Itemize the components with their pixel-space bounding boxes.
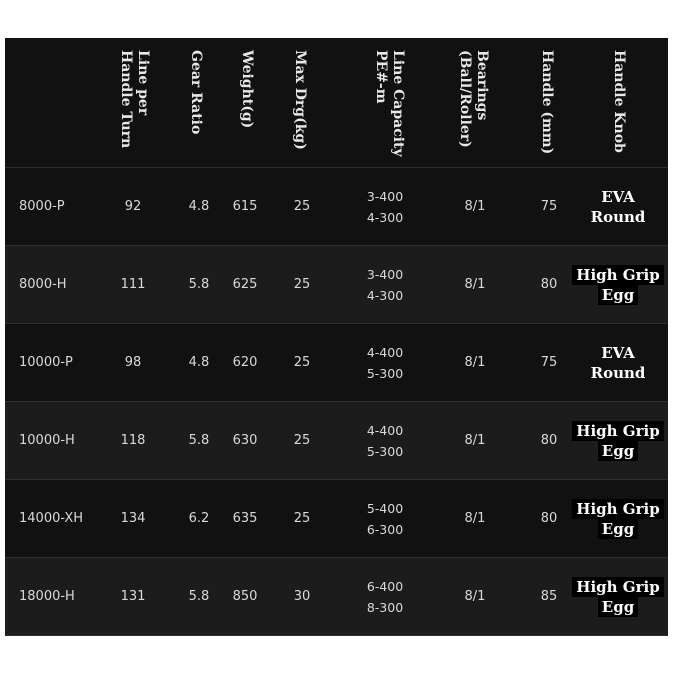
model-cell: 10000-H [19, 433, 75, 448]
handle-cell: 85 [540, 589, 558, 604]
bearings-cell: 8/1 [464, 433, 486, 448]
line-per-turn-cell: 92 [124, 199, 142, 214]
table-row [5, 558, 668, 636]
gear-ratio-cell: 4.8 [188, 199, 210, 214]
bearings-cell: 8/1 [464, 277, 486, 292]
bearings-cell: 8/1 [464, 355, 486, 370]
handle-knob-cell: EVA Round [590, 187, 646, 226]
table-row [5, 168, 668, 246]
handle-cell: 75 [540, 199, 558, 214]
table-header [5, 38, 668, 168]
line-capacity-cell: 4-400 5-300 [366, 344, 404, 381]
handle-knob-cell: High Grip Egg [570, 480, 666, 557]
model-cell: 8000-H [19, 277, 67, 292]
header-handle-knob: Handle Knob [611, 50, 627, 153]
line-per-turn-cell: 118 [120, 433, 146, 448]
line-capacity-cell: 3-400 4-300 [366, 266, 404, 303]
gear-ratio-cell: 5.8 [188, 433, 210, 448]
model-cell: 18000-H [19, 589, 75, 604]
table-row [5, 246, 668, 324]
weight-cell: 630 [232, 433, 258, 448]
table-row [5, 324, 668, 402]
bearings-cell: 8/1 [464, 511, 486, 526]
handle-knob-cell: High Grip Egg [570, 246, 666, 323]
model-cell: 8000-P [19, 199, 65, 214]
bearings-cell: 8/1 [464, 199, 486, 214]
weight-cell: 620 [232, 355, 258, 370]
header-weight: Weight(g) [239, 50, 255, 129]
bearings-cell: 8/1 [464, 589, 486, 604]
header-line-per-handle-turn: Line per Handle Turn [118, 50, 151, 149]
weight-cell: 850 [232, 589, 258, 604]
model-cell: 14000-XH [19, 511, 84, 526]
line-per-turn-cell: 131 [120, 589, 146, 604]
header-handle-mm: Handle (mm) [539, 50, 555, 155]
handle-cell: 80 [540, 433, 558, 448]
line-capacity-cell: 4-400 5-300 [366, 422, 404, 459]
header-line-capacity: Line Capacity PE#-m [373, 50, 406, 157]
max-drag-cell: 30 [293, 589, 311, 604]
handle-cell: 80 [540, 511, 558, 526]
header-max-drag: Max Drg(kg) [292, 50, 308, 150]
handle-knob-cell: High Grip Egg [570, 558, 666, 635]
max-drag-cell: 25 [293, 433, 311, 448]
handle-knob-cell: High Grip Egg [570, 402, 666, 479]
weight-cell: 625 [232, 277, 258, 292]
handle-cell: 75 [540, 355, 558, 370]
table-row [5, 402, 668, 480]
handle-cell: 80 [540, 277, 558, 292]
max-drag-cell: 25 [293, 355, 311, 370]
line-per-turn-cell: 111 [120, 277, 146, 292]
max-drag-cell: 25 [293, 199, 311, 214]
line-capacity-cell: 3-400 4-300 [366, 188, 404, 225]
spec-table [5, 38, 668, 635]
header-bearings: Bearings (Ball/Roller) [457, 50, 490, 148]
weight-cell: 615 [232, 199, 258, 214]
gear-ratio-cell: 4.8 [188, 355, 210, 370]
handle-knob-cell: EVA Round [590, 343, 646, 382]
weight-cell: 635 [232, 511, 258, 526]
model-cell: 10000-P [19, 355, 73, 370]
line-per-turn-cell: 134 [120, 511, 146, 526]
gear-ratio-cell: 5.8 [188, 589, 210, 604]
gear-ratio-cell: 5.8 [188, 277, 210, 292]
gear-ratio-cell: 6.2 [188, 511, 210, 526]
line-per-turn-cell: 98 [124, 355, 142, 370]
line-capacity-cell: 5-400 6-300 [366, 500, 404, 537]
table-row [5, 480, 668, 558]
max-drag-cell: 25 [293, 511, 311, 526]
line-capacity-cell: 6-400 8-300 [366, 578, 404, 615]
max-drag-cell: 25 [293, 277, 311, 292]
header-gear-ratio: Gear Ratio [188, 50, 204, 135]
